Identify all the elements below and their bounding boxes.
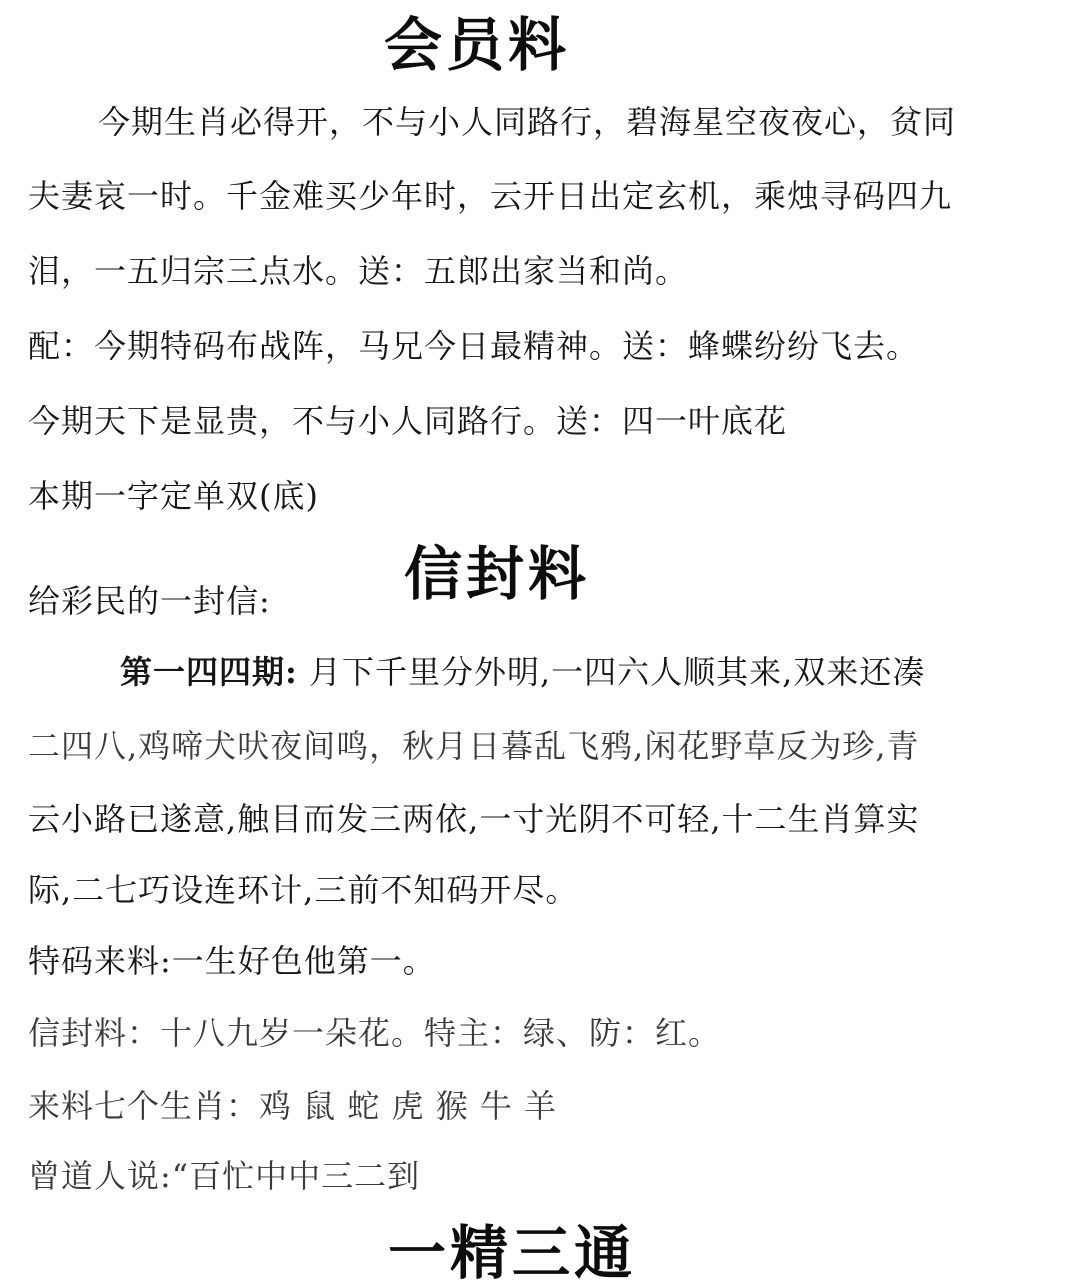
paragraph-line: 泪，一五归宗三点水。送：五郎出家当和尚。 [28, 252, 689, 290]
paragraph-line: 配：今期特码布战阵，马兄今日最精神。送：蜂蝶纷纷飞去。 [28, 327, 920, 365]
letter-intro: 给彩民的一封信: [28, 582, 271, 620]
paragraph-line: 来料七个生肖：鸡 鼠 蛇 虎 猴 牛 羊 [28, 1087, 558, 1125]
paragraph-line: 特码来料:一生好色他第一。 [28, 942, 436, 980]
section-heading-envelope: 信封料 [404, 540, 591, 608]
paragraph-line: 云小路已遂意,触目而发三两依,一寸光阴不可轻,十二生肖算实 [28, 800, 920, 838]
issue-text: 月下千里分外明,一四六人顺其来,双来还凑 [309, 653, 926, 691]
paragraph-line: 际,二七巧设连环计,三前不知码开尽。 [28, 871, 579, 909]
issue-line [120, 653, 926, 691]
paragraph-line: 曾道人说:“百忙中中三二到 [28, 1157, 421, 1195]
paragraph-line: 今期天下是显贵，不与小人同路行。送：四一叶底花 [28, 402, 788, 440]
paragraph-line: 夫妻哀一时。千金难买少年时，云开日出定玄机，乘烛寻码四九 [28, 177, 953, 215]
section-heading-cutoff: 一精三通 [388, 1219, 637, 1283]
section-heading-members: 会员料 [384, 11, 571, 79]
paragraph-line: 本期一字定单双(底) [28, 477, 319, 515]
paragraph-line: 二四八,鸡啼犬吠夜间鸣，秋月日暮乱飞鸦,闲花野草反为珍,青 [28, 727, 920, 765]
paragraph-line: 信封料：十八九岁一朵花。特主：绿、防：红。 [28, 1014, 722, 1052]
issue-label: 第一四四期: [120, 653, 298, 691]
paragraph-line: 今期生肖必得开，不与小人同路行，碧海星空夜夜心，贫同 [98, 103, 957, 141]
